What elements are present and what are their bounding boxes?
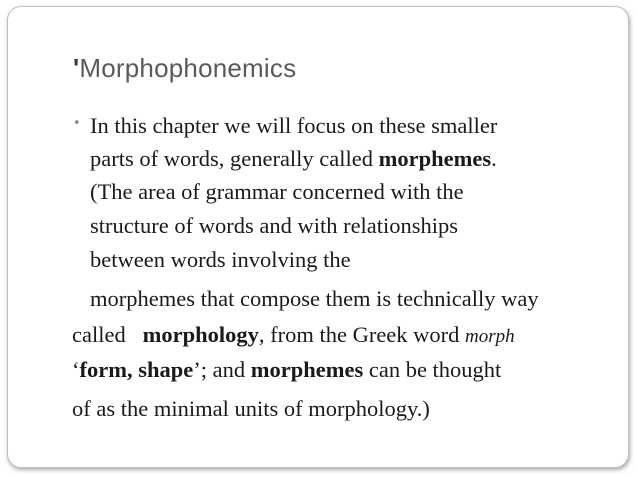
- text-line-8-a: ‘: [72, 357, 80, 382]
- term-morph: morph: [465, 326, 515, 347]
- bullet-icon: •: [73, 116, 81, 131]
- text-line-4: structure of words and with relationships: [90, 213, 459, 238]
- term-form-shape: form, shape: [79, 357, 194, 382]
- text-line-9: of as the minimal units of morphology.): [72, 396, 430, 421]
- text-line-8: [72, 359, 501, 382]
- term-morphology: morphology: [142, 322, 259, 347]
- term-morphemes-1: morphemes: [378, 146, 492, 171]
- text-line-8-e: can be thought: [363, 357, 502, 382]
- text-line-2: [90, 148, 497, 171]
- text-line-6: morphemes that compose them is technically way: [90, 286, 539, 311]
- slide-title: [73, 53, 296, 84]
- title-mark: ': [73, 53, 80, 83]
- text-line-1: In this chapter we will focus on these smaller: [90, 113, 498, 138]
- text-line-2-a: parts of words, generally called: [90, 146, 379, 171]
- text-line-7-c: , from the Greek word: [258, 322, 466, 347]
- term-morphemes-2: morphemes: [250, 357, 364, 382]
- text-line-5: between words involving the: [90, 247, 351, 272]
- text-line-3: (The area of grammar concerned with the: [90, 179, 464, 204]
- text-line-7: [72, 324, 515, 347]
- text-line-2-c: .: [491, 146, 497, 171]
- text-line-8-c: ’; and: [193, 357, 251, 382]
- title-text: Morphophonemics: [79, 53, 297, 83]
- text-line-7-a: called: [72, 322, 143, 347]
